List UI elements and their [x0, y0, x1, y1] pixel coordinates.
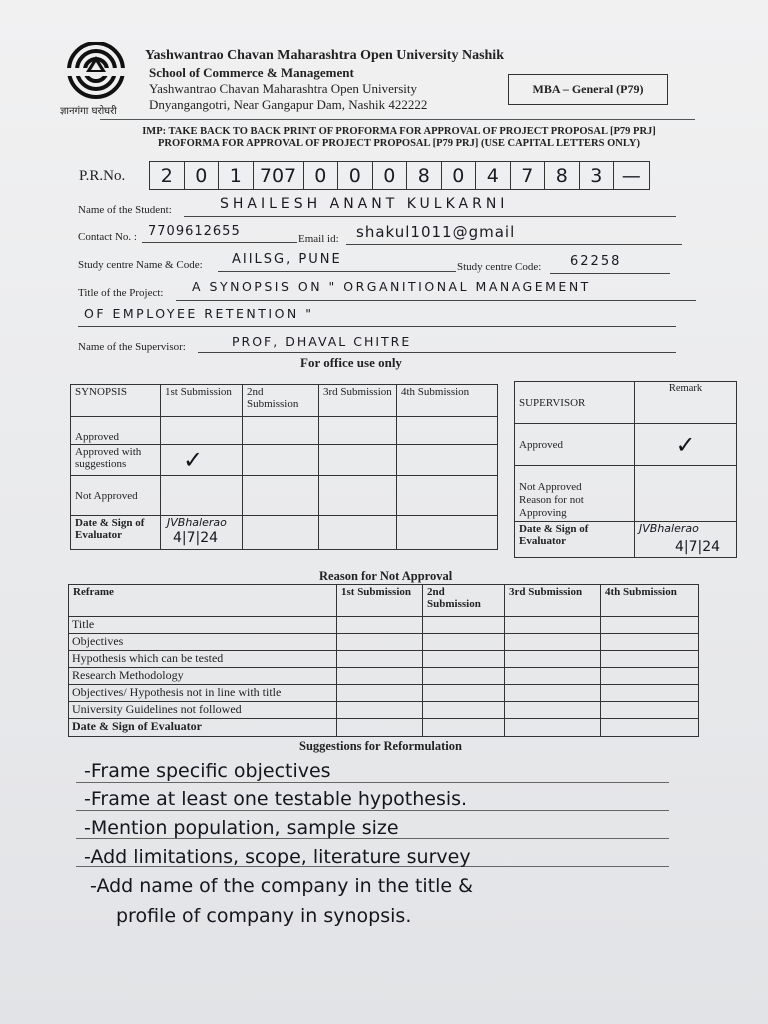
reason-cell: [601, 634, 699, 651]
pr-digit-text: —: [621, 164, 641, 187]
synopsis-signature-cell: [161, 516, 243, 550]
supervisor-header: SUPERVISOR: [515, 382, 635, 424]
reason-row-title: Title: [69, 617, 337, 634]
student-name-underline: [184, 216, 676, 217]
pr-digit-text: 4: [486, 164, 499, 187]
synopsis-cell: [397, 516, 498, 550]
reason-cell: [337, 617, 423, 634]
reason-cell: [601, 719, 699, 737]
suggestions-heading: Suggestions for Reformulation: [299, 739, 462, 753]
supervisor-row-not-approved: Not Approved: [519, 481, 582, 493]
suggestion-rule: [76, 782, 669, 783]
reason-row-not-in-line: Objectives/ Hypothesis not in line with title: [69, 685, 337, 702]
program-box: [508, 74, 668, 105]
reason-cell: [423, 634, 505, 651]
synopsis-header: SYNOPSIS: [71, 385, 161, 417]
program-code: MBA – General (P79): [532, 82, 644, 96]
supervisor-underline: [198, 352, 676, 353]
evaluation-date: 4|7|24: [173, 530, 219, 546]
pr-digit-text: 0: [348, 164, 361, 187]
reason-row-hypothesis: Hypothesis which can be tested: [69, 651, 337, 668]
header-rule: [100, 119, 695, 120]
suggestion-line: -Add limitations, scope, literature survey: [84, 846, 471, 868]
university-name: Yashwantrao Chavan Maharashtra Open University Nashik: [145, 48, 504, 63]
contact-value: 7709612655: [148, 224, 241, 239]
reason-cell: [423, 685, 505, 702]
reason-cell: [601, 685, 699, 702]
school-name: School of Commerce & Management: [149, 65, 354, 80]
pr-digit-text: 0: [383, 164, 396, 187]
pr-digit-text: 7: [284, 164, 297, 187]
suggestion-line: -Frame at least one testable hypothesis.: [84, 788, 468, 810]
synopsis-cell: [161, 476, 243, 516]
reason-row-methodology: Research Methodology: [69, 668, 337, 685]
pr-digit-text: 8: [417, 164, 430, 187]
synopsis-cell: [397, 417, 498, 445]
supervisor-label: Name of the Supervisor:: [78, 341, 186, 353]
university-name-secondary: Yashwantrao Chavan Maharashtra Open University: [149, 81, 418, 96]
pr-digit: [304, 162, 339, 189]
reason-cell: [505, 668, 601, 685]
pr-digit: [254, 162, 304, 189]
pr-digit: [580, 162, 615, 189]
reason-cell: [505, 651, 601, 668]
synopsis-col-2: 2nd Submission: [243, 385, 319, 417]
reason-cell: [423, 702, 505, 719]
university-address: Dnyangangotri, Near Gangapur Dam, Nashik 422222: [149, 97, 428, 112]
reason-row-objectives: Objectives: [69, 634, 337, 651]
synopsis-cell: [243, 516, 319, 550]
supervisor-row-date-sign: Date & Sign of Evaluator: [515, 522, 635, 558]
synopsis-table: [70, 384, 498, 550]
supervisor-row-reason: Reason for not Approving: [519, 494, 584, 519]
pr-digit: [373, 162, 408, 189]
pr-digit-text: 0: [452, 164, 465, 187]
pr-digit: [545, 162, 580, 189]
project-title-value-1: A SYNOPSIS ON " ORGANITIONAL MANAGEMENT: [192, 279, 591, 294]
email-underline: [346, 244, 682, 245]
synopsis-col-4: 4th Submission: [397, 385, 498, 417]
supervisor-date: 4|7|24: [675, 539, 721, 555]
reason-cell: [337, 668, 423, 685]
office-use-heading: For office use only: [300, 355, 402, 370]
suggestion-rule: [76, 810, 669, 811]
synopsis-col-1: 1st Submission: [161, 385, 243, 417]
reason-col-1: 1st Submission: [337, 585, 423, 617]
pr-digit-text: 7: [259, 164, 272, 187]
synopsis-cell: [243, 476, 319, 516]
synopsis-row-approved-with-suggestions: Approved with suggestions: [71, 445, 161, 476]
synopsis-cell: [319, 516, 397, 550]
supervisor-cell: [635, 466, 737, 522]
reason-cell: [337, 634, 423, 651]
tick-mark-icon: ✓: [675, 430, 696, 459]
pr-digit-text: 0: [195, 164, 208, 187]
reason-cell: [337, 685, 423, 702]
synopsis-cell: [243, 445, 319, 476]
synopsis-cell: [397, 476, 498, 516]
reason-cell: [505, 634, 601, 651]
pr-digit-text: 1: [229, 164, 242, 187]
reason-cell: [423, 668, 505, 685]
pr-digit: [219, 162, 254, 189]
reason-cell: [337, 702, 423, 719]
reason-row-date-sign: Date & Sign of Evaluator: [69, 719, 337, 737]
student-name-value: SHAILESH ANANT KULKARNI: [220, 196, 509, 212]
synopsis-cell: [319, 445, 397, 476]
study-centre-value: AIILSG, PUNE: [232, 252, 342, 267]
reason-table-caption: Reason for Not Approval: [319, 569, 453, 583]
study-centre-code-underline: [550, 273, 670, 274]
pr-digit: [407, 162, 442, 189]
instruction-line-1: IMP: TAKE BACK TO BACK PRINT OF PROFORMA FOR APPROVAL OF PROJECT PROPOSAL [P79 PRJ]: [142, 126, 656, 137]
study-centre-code-label: Study centre Code:: [457, 261, 542, 273]
reason-cell: [601, 651, 699, 668]
synopsis-cell: [161, 417, 243, 445]
suggestion-line: -Add name of the company in the title &: [90, 875, 473, 897]
suggestion-line: profile of company in synopsis.: [116, 905, 412, 927]
pr-digit: [511, 162, 546, 189]
pr-digit-text: 3: [590, 164, 603, 187]
reason-cell: [337, 719, 423, 737]
synopsis-cell: [397, 445, 498, 476]
project-title-value-2: OF EMPLOYEE RETENTION ": [84, 306, 314, 321]
email-value: shakul1011@gmail: [356, 223, 516, 241]
synopsis-row-date-sign: Date & Sign of Evaluator: [71, 516, 161, 550]
instructions: [100, 126, 698, 150]
reason-cell: [601, 617, 699, 634]
synopsis-row-not-approved: Not Approved: [71, 476, 161, 516]
reason-row-guidelines: University Guidelines not followed: [69, 702, 337, 719]
supervisor-value: PROF, DHAVAL CHITRE: [232, 334, 412, 349]
synopsis-cell: [319, 417, 397, 445]
pr-digit: [338, 162, 373, 189]
reason-cell: [423, 719, 505, 737]
supervisor-tick-cell: [635, 424, 737, 466]
contact-label: Contact No. :: [78, 231, 137, 243]
study-centre-code-value: 62258: [570, 254, 622, 269]
synopsis-cell: [319, 476, 397, 516]
pr-digit: [476, 162, 511, 189]
pr-digit: [185, 162, 220, 189]
synopsis-cell: [243, 417, 319, 445]
pr-number-boxes: [149, 161, 650, 190]
reason-col-reframe: Reframe: [69, 585, 337, 617]
reason-cell: [601, 668, 699, 685]
suggestion-line: -Frame specific objectives: [84, 760, 331, 782]
pr-digit: [150, 162, 185, 189]
synopsis-tick-cell: [161, 445, 243, 476]
supervisor-signature: JVBhalerao: [639, 522, 699, 535]
university-logo: [64, 42, 128, 102]
pr-digit: [614, 162, 649, 189]
tick-mark-icon: ✓: [183, 446, 204, 474]
pr-digit-text: 0: [271, 164, 285, 187]
remark-header: Remark: [635, 382, 737, 424]
reason-cell: [505, 702, 601, 719]
reason-cell: [505, 719, 601, 737]
evaluator-signature: JVBhalerao: [167, 516, 227, 529]
synopsis-row-approved: Approved: [71, 417, 161, 445]
university-motto: ज्ञानगंगा घरोघरी: [60, 106, 117, 117]
instruction-line-2: PROFORMA FOR APPROVAL OF PROJECT PROPOSAL [P79 PRJ] (USE CAPITAL LETTERS ONLY): [158, 138, 640, 149]
study-centre-underline: [218, 271, 456, 272]
student-name-label: Name of the Student:: [78, 204, 172, 216]
reason-cell: [505, 685, 601, 702]
pr-digit: [442, 162, 477, 189]
suggestion-line: -Mention population, sample size: [84, 817, 399, 839]
reason-cell: [423, 617, 505, 634]
reason-col-2: 2nd Submission: [423, 585, 505, 617]
project-title-underline-1: [176, 300, 696, 301]
reason-col-3: 3rd Submission: [505, 585, 601, 617]
reason-cell: [337, 651, 423, 668]
reason-col-4: 4th Submission: [601, 585, 699, 617]
pr-digit-text: 7: [521, 164, 534, 187]
supervisor-row-approved: Approved: [515, 424, 635, 466]
project-title-label: Title of the Project:: [78, 287, 164, 299]
reason-table: [68, 584, 699, 737]
project-title-underline-2: [78, 326, 676, 327]
study-centre-label: Study centre Name & Code:: [78, 259, 203, 271]
pr-digit-text: 2: [160, 164, 173, 187]
reason-cell: [601, 702, 699, 719]
contact-underline: [142, 242, 297, 243]
reason-cell: [423, 651, 505, 668]
pr-number-label: P.R.No.: [79, 168, 126, 184]
supervisor-signature-cell: [635, 522, 737, 558]
reason-cell: [505, 617, 601, 634]
pr-digit-text: 8: [555, 164, 568, 187]
pr-digit-text: 0: [314, 164, 327, 187]
synopsis-col-3: 3rd Submission: [319, 385, 397, 417]
email-label: Email id:: [298, 233, 339, 245]
supervisor-row-not-approved-reason: [515, 466, 635, 522]
supervisor-table: [514, 381, 737, 558]
